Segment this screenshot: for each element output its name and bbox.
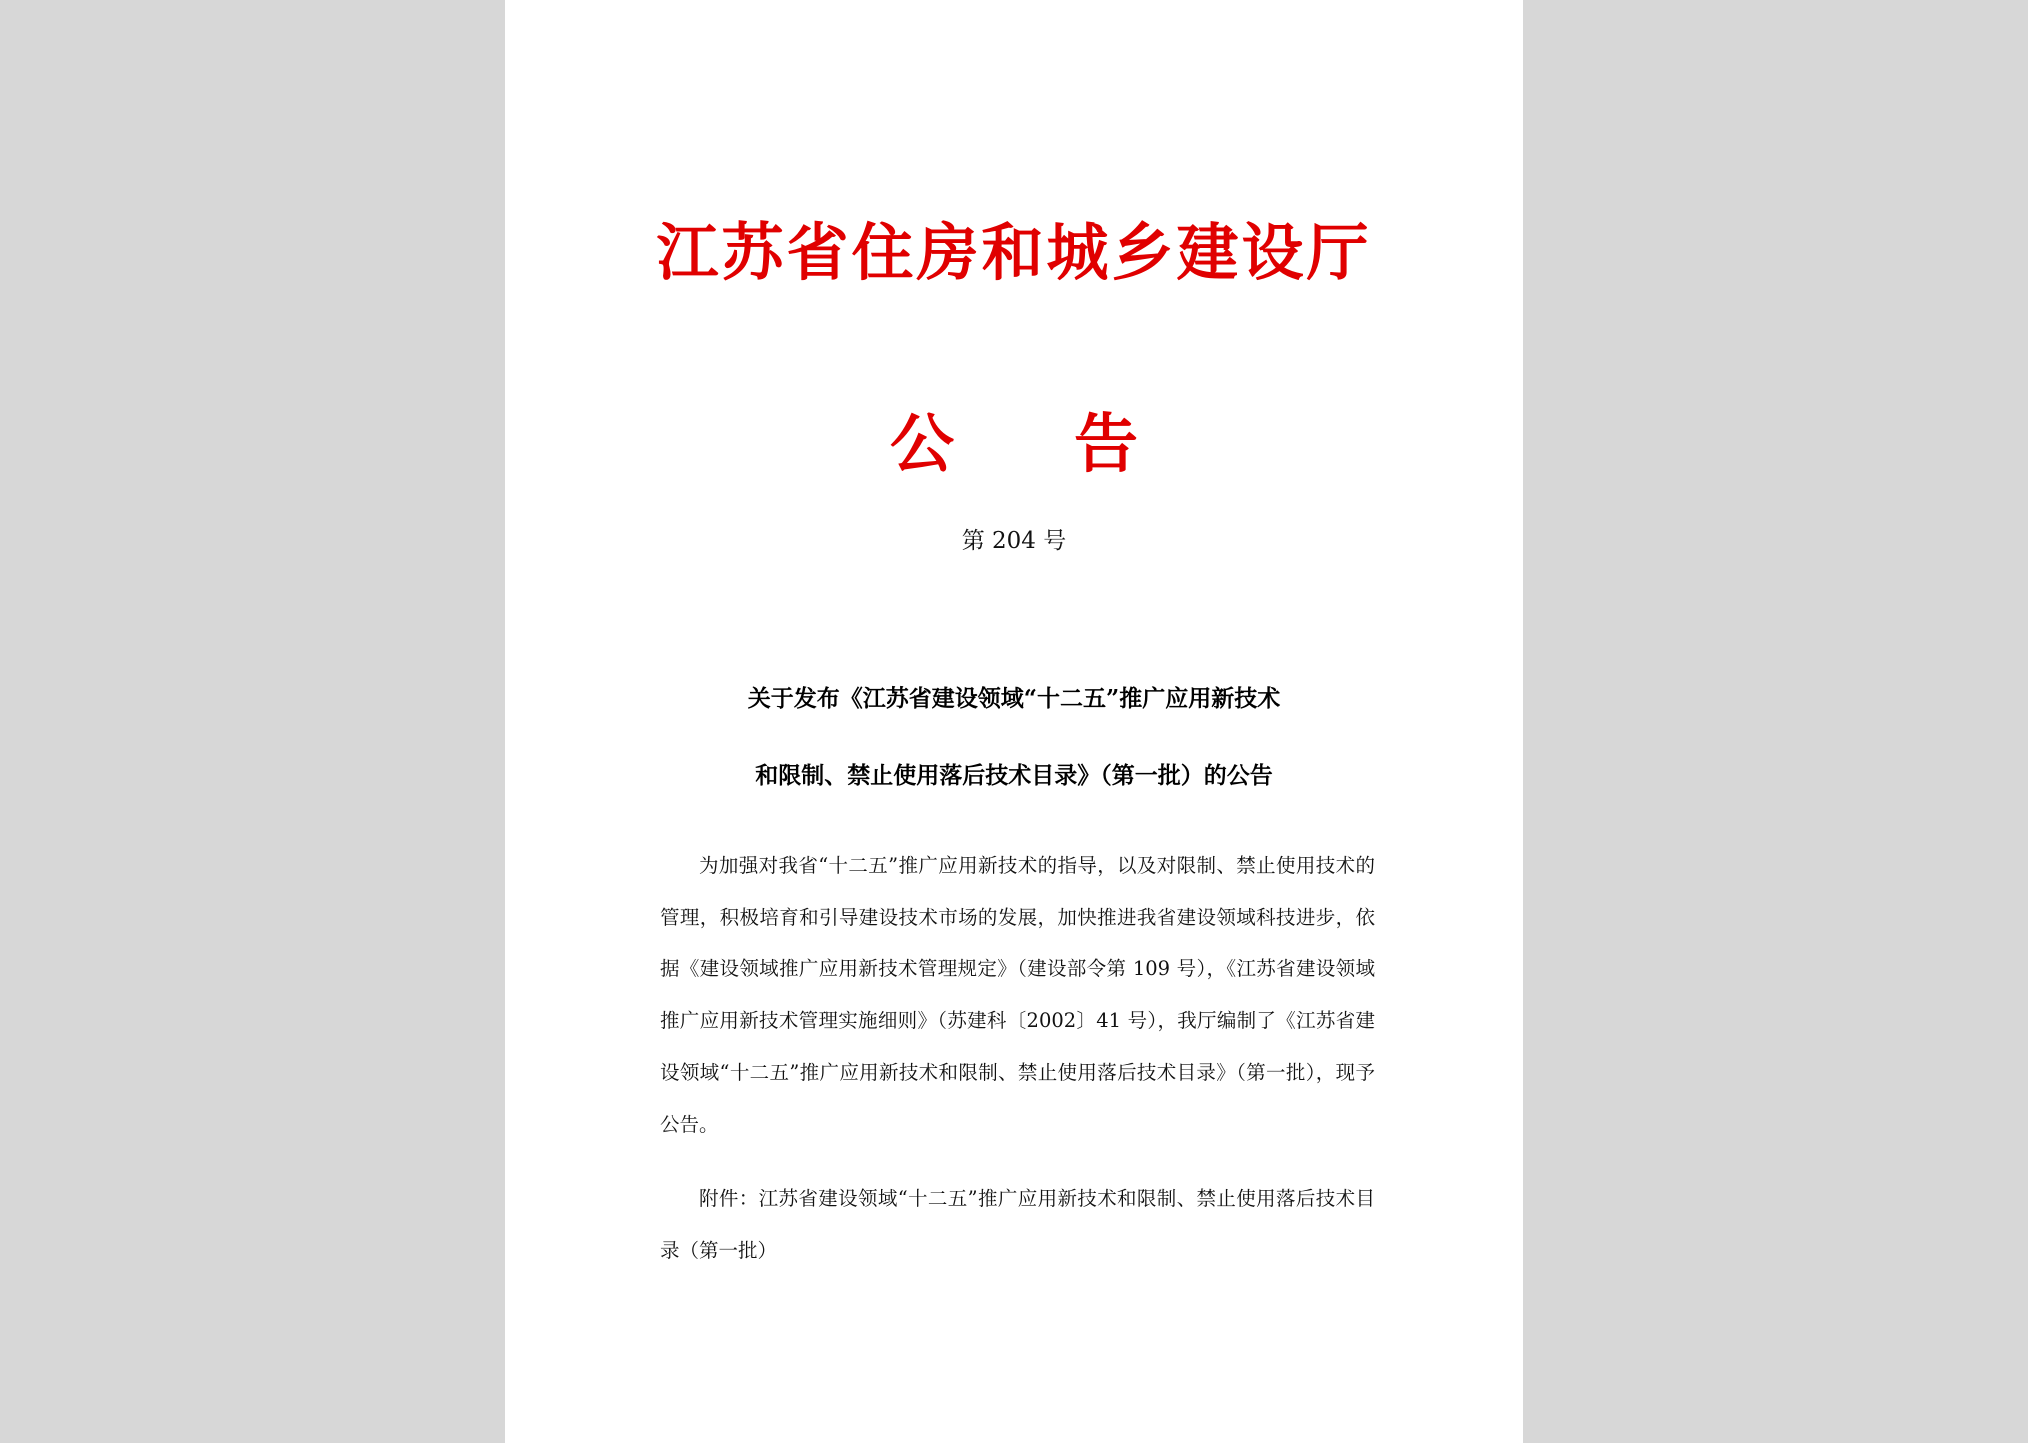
attachment-paragraph: 附件：江苏省建设领域“十二五”推广应用新技术和限制、禁止使用落后技术目录（第一批） [660,1187,1375,1262]
doc-type-char-1: 公 [890,407,954,482]
document-type-heading [505,405,1523,485]
announcement-title-line-1: 关于发布《江苏省建设领域“十二五”推广应用新技术 [747,685,1281,712]
document-number: 第 204 号 [961,528,1067,554]
doc-type-char-2: 告 [1074,407,1138,482]
body-paragraph-1: 为加强对我省“十二五”推广应用新技术的指导，以及对限制、禁止使用技术的管理，积极培育和引导建设技术市场的发展，加快推进我省建设领域科技进步，依据《建设领域推广应用新技术管理规定》（建设部令第 109 号），《江苏省建设领域推广应用新技术管理实施细则》（苏建科〔2002〕41 号），我厅编制了《江苏省建设领域“十二五”推广应用新技术和限制、禁止使用落后技术目录》（第一批），现予公告。 [660,854,1375,1136]
announcement-title-line-2: 和限制、禁止使用落后技术目录》（第一批）的公告 [755,762,1273,789]
document-page [505,0,1523,1443]
issuer-header: 江苏省住房和城乡建设厅 [656,216,1372,289]
